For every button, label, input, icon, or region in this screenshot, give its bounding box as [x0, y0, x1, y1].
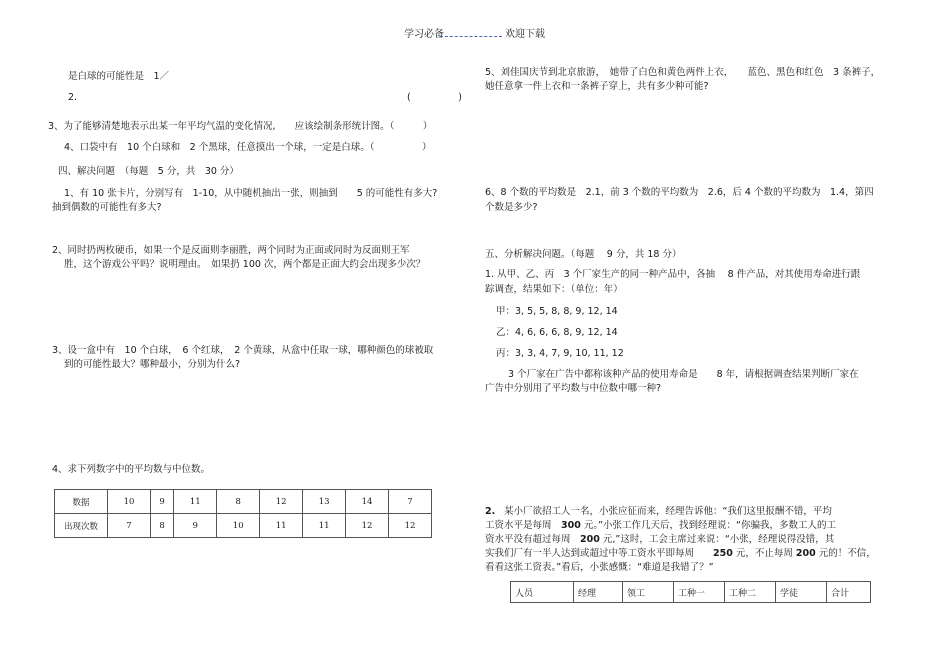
problem-4: 4、求下列数字中的平均数与中位数。 [52, 464, 211, 475]
analysis-1-line-3: 3 个厂家在广告中都称该种产品的使用寿命是 8 年，请根据调查结果判断厂家在 [508, 369, 859, 380]
problem-1-line-2: 抽到偶数的可能性有多大? [52, 202, 162, 213]
header-right: 欢迎下载 [505, 29, 545, 40]
question-4: 4、口袋中有 10 个白球和 2 个黑球，任意摸出一个球，一定是白球。（ ） [64, 142, 432, 153]
analysis-1-line-2: 踪调查，结果如下：（单位：年） [485, 284, 623, 295]
wage-250: 250 [713, 548, 733, 559]
analysis-1-line-1: 1. 从甲、乙、丙 3 个厂家生产的同一种产品中，各抽 8 件产品，对其使用寿命进行跟 [485, 269, 861, 280]
table-cell: 7 [108, 514, 151, 538]
table-cell: 9 [150, 490, 173, 514]
analysis-2-line-3 [485, 533, 834, 547]
table-cell: 10 [217, 514, 260, 538]
table-cell: 11 [303, 514, 346, 538]
text-span: 工资水平是每周 [485, 520, 562, 531]
wage-table [510, 581, 871, 603]
table-row [55, 490, 432, 514]
answer-paren: ( ) [407, 92, 462, 103]
wage-200-b: 200 [795, 548, 816, 559]
problem-5-line-2: 她任意拿一件上衣和一条裤子穿上，共有多少种可能? [485, 81, 709, 92]
table-cell: 7 [389, 490, 432, 514]
table-cell: 10 [108, 490, 151, 514]
item-2: 2. [68, 92, 78, 103]
table-row [511, 582, 871, 603]
line-probability-white: 是白球的可能性是 1／ [68, 71, 170, 82]
table-cell: 9 [174, 514, 217, 538]
table-cell: 8 [150, 514, 173, 538]
table-cell: 工种二 [725, 582, 776, 603]
header-divider [440, 36, 502, 37]
text-span: 元，不止每周 [732, 548, 796, 559]
problem-2-line-2: 胜，这个游戏公平吗？说明理由。 如果扔 100 次，两个都是正面大约会出现多少次？ [64, 259, 426, 270]
table-cell: 经理 [574, 582, 623, 603]
analysis-2-line-1: 某小厂欲招工人一名，小张应征而来，经理告诉他：“我们这里报酬不错，平均 [504, 506, 832, 517]
analysis-2-line-2 [485, 519, 836, 533]
data-bing: 丙：3, 3, 4, 7, 9, 10, 11, 12 [496, 348, 624, 359]
problem-6-line-2: 个数是多少? [485, 202, 538, 213]
table-cell: 人员 [511, 582, 574, 603]
table-cell: 工种一 [674, 582, 725, 603]
table-cell: 13 [303, 490, 346, 514]
table-cell: 11 [260, 514, 303, 538]
analysis-2-line-4 [485, 547, 876, 561]
table-cell: 12 [389, 514, 432, 538]
table-cell: 11 [174, 490, 217, 514]
section-4-title: 四、解决问题 （每题 5 分，共 30 分） [58, 166, 239, 177]
problem-5-line-1: 5、刘佳国庆节到北京旅游， 她带了白色和黄色两件上衣， 蓝色、黑色和红色 3 条裤子， [485, 67, 881, 78]
problem-1-line-1: 1、有 10 张卡片，分别写有 1-10，从中随机抽出一张，则抽到 5 的可能性有多大? [64, 188, 438, 199]
data-jia: 甲：3, 5, 5, 8, 8, 9, 12, 14 [496, 306, 618, 317]
table-cell: 14 [346, 490, 389, 514]
problem-3-line-1: 3、设一盒中有 10 个白球， 6 个红球， 2 个黄球，从盒中任取一球，哪种颜色的球被取 [52, 345, 434, 356]
problem-6-line-1: 6、8 个数的平均数是 2.1，前 3 个数的平均数为 2.6，后 4 个数的平均数为 1.4，第四 [485, 187, 874, 198]
analysis-2-line-5: 看看这张工资表。”看后，小张感慨：“难道是我错了？” [485, 562, 714, 573]
header-left: 学习必备 [404, 29, 444, 40]
text-span: 元。”小张工作几天后，找到经理说：“你骗我，多数工人的工 [580, 520, 836, 531]
question-3: 3、为了能够清楚地表示出某一年平均气温的变化情况, 应该绘制条形统计图。（ ） [48, 121, 433, 132]
text-span: 元的！不信， [815, 548, 876, 559]
wage-300: 300 [561, 520, 581, 531]
table-cell: 领工 [623, 582, 674, 603]
table-cell: 12 [260, 490, 303, 514]
text-span: 元,”这时，工会主席过来说：“小张，经理说得没错，其 [599, 534, 835, 545]
table-cell: 学徒 [776, 582, 827, 603]
text-span: 实我们厂有一半人达到或超过中等工资水平即每周 [485, 548, 714, 559]
table-cell: 合计 [827, 582, 871, 603]
table-cell: 数据 [55, 490, 108, 514]
data-table [54, 489, 432, 538]
wage-200: 200 [580, 534, 600, 545]
section-5-title: 五、分析解决问题。（每题 9 分，共 18 分） [485, 249, 682, 260]
problem-3-line-2: 到的可能性最大？哪种最小，分别为什么? [64, 359, 241, 370]
text-span: 资水平没有超过每周 [485, 534, 581, 545]
analysis-1-line-4: 广告中分别用了平均数与中位数中哪一种? [485, 383, 662, 394]
data-yi: 乙：4, 6, 6, 6, 8, 9, 12, 14 [496, 327, 618, 338]
table-cell: 8 [217, 490, 260, 514]
analysis-2-number: 2. [485, 506, 496, 517]
problem-2-line-1: 2、同时扔两枚硬币，如果一个是反面则李丽胜，两个同时为正面或同时为反面则王军 [52, 245, 410, 256]
table-cell: 出现次数 [55, 514, 108, 538]
table-row [55, 514, 432, 538]
table-cell: 12 [346, 514, 389, 538]
